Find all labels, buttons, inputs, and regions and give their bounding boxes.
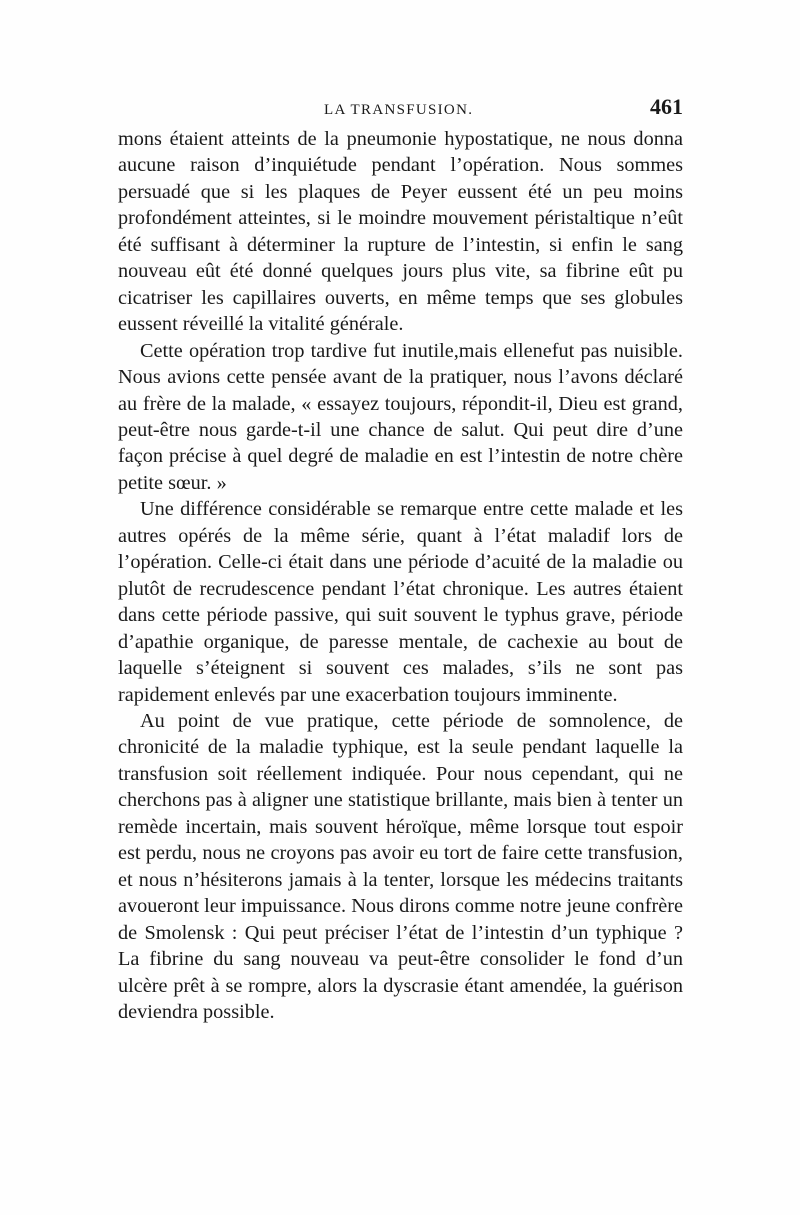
running-title: LA TRANSFUSION. (324, 102, 474, 118)
text-body (118, 126, 683, 1025)
page-number: 461 (650, 94, 683, 119)
paragraph-3: Une différence considérable se remarque entre cette malade et les autres opérés de la même série, quant à l’état maladif lors de l’opération. Celle-ci était dans une période d’acuité de la maladie ou plutôt de recrudescence pendant l’état chronique. Les autres étaient dans cette période passive, qui suit souvent le typhus grave, période d’apathie organique, de paresse mentale, de cachexie au bout de laquelle s’éteignent si souvent ces malades, s’ils ne sont pas rapidement enlevés par une exacerbation toujours imminente. (118, 498, 683, 706)
paragraph-4: Au point de vue pratique, cette période de somnolence, de chronicité de la maladie typhique, est la seule pendant laquelle la transfusion soit réellement indiquée. Pour nous cependant, qui ne cherchons pas à aligner une statistique brillante, mais bien à tenter un remède incertain, mais souvent héroïque, même lorsque tout espoir est perdu, nous ne croyons pas avoir eu tort de faire cette transfusion, et nous n’hésiterons jamais à la tenter, lorsque les médecins traitants avoueront leur impuissance. Nous dirons comme notre jeune confrère de Smolensk : Qui peut préciser l’état de l’intestin d’un typhique ? La fibrine du sang nouveau va peut-être consolider le fond d’un ulcère prêt à se rompre, alors la dyscrasie étant amendée, la guérison deviendra possible. (118, 709, 683, 1023)
paragraph-2: Cette opération trop tardive fut inutile,mais ellenefut pas nuisible. Nous avions cette pensée avant de la pratiquer, nous l’avons déclaré au frère de la malade, « essayez toujours, répondit-il, Dieu est grand, peut-être nous garde-t-il une chance de salut. Qui peut dire d’une façon précise à quel degré de maladie en est l’intestin de notre chère petite sœur. » (118, 339, 683, 494)
paragraph-1: mons étaient atteints de la pneumonie hypostatique, ne nous donna aucune raison d’inquiétude pendant l’opération. Nous sommes persuadé que si les plaques de Peyer eussent été un peu moins profondément atteintes, si le moindre mouvement péristaltique n’eût été suffisant à déterminer la rupture de l’intestin, si enfin le sang nouveau eût été donné quelques jours plus vite, sa fibrine eût pu cicatriser les capillaires ouverts, en même temps que ses globules eussent réveillé la vitalité générale. (118, 128, 683, 336)
running-head (118, 94, 683, 126)
